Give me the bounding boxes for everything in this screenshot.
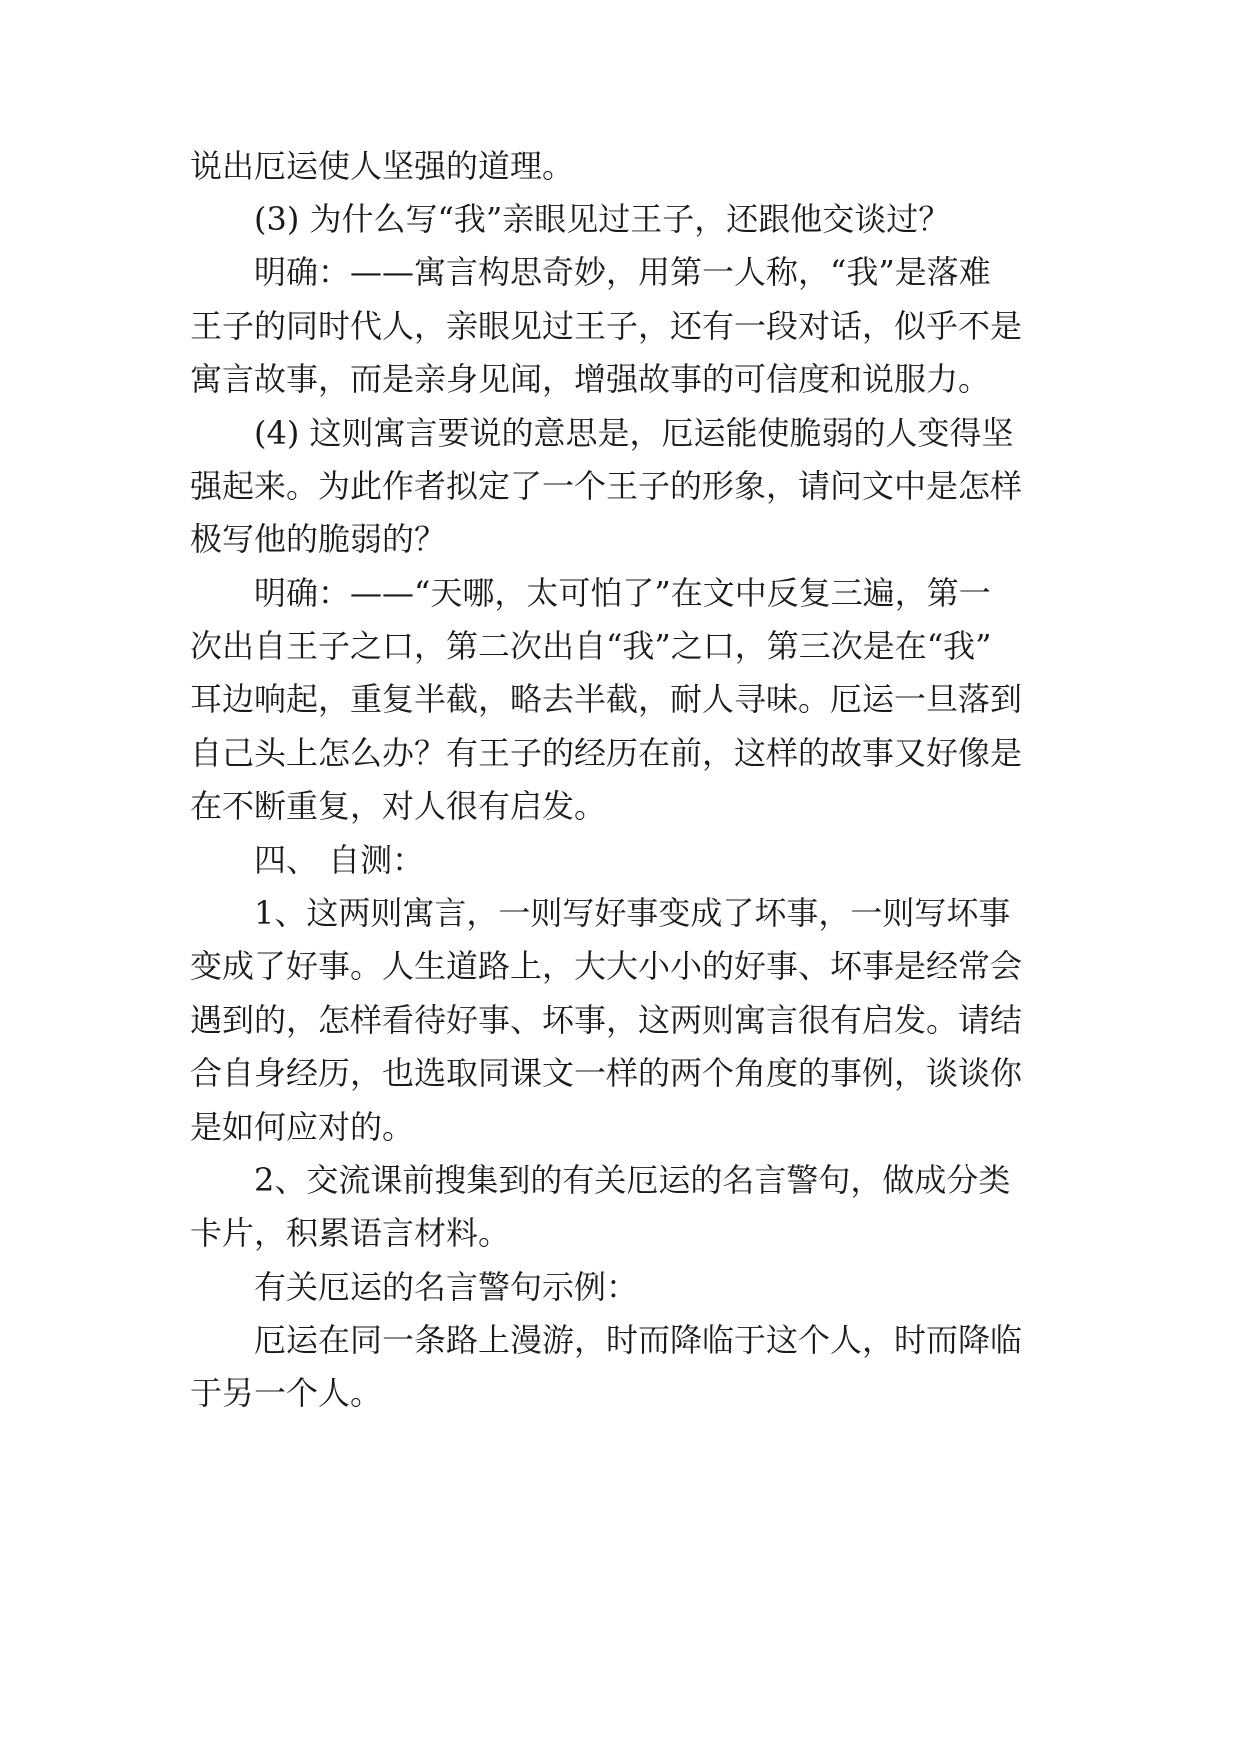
text-line: 王子的同时代人，亲眼见过王子，还有一段对话，似乎不是 bbox=[190, 307, 1023, 345]
text-line: (3) 为什么写“我”亲眼见过王子，还跟他交谈过？ bbox=[254, 200, 951, 238]
text-line: 有关厄运的名言警句示例： bbox=[254, 1268, 639, 1306]
text-line: 于另一个人。 bbox=[190, 1374, 383, 1412]
text-line: 次出自王子之口，第二次出自“我”之口，第三次是在“我” bbox=[190, 627, 992, 665]
text-line: 卡片，积累语言材料。 bbox=[190, 1214, 511, 1252]
text-line: 在不断重复，对人很有启发。 bbox=[190, 787, 607, 825]
text-line: 明确：——“天哪，太可怕了”在文中反复三遍，第一 bbox=[254, 574, 991, 612]
text-line: 2、交流课前搜集到的有关厄运的名言警句，做成分类 bbox=[254, 1161, 1011, 1199]
text-line: 遇到的，怎样看待好事、坏事，这两则寓言很有启发。请结 bbox=[190, 1001, 1023, 1039]
text-line: 1、这两则寓言，一则写好事变成了坏事，一则写坏事 bbox=[254, 894, 1011, 932]
text-line: 极写他的脆弱的？ bbox=[190, 520, 447, 558]
text-line: 说出厄运使人坚强的道理。 bbox=[190, 147, 575, 185]
section-heading: 四、 自测： bbox=[254, 841, 425, 879]
text-line: 明确：——寓言构思奇妙，用第一人称，“我”是落难 bbox=[254, 253, 991, 291]
text-line: 自己头上怎么办？有王子的经历在前，这样的故事又好像是 bbox=[190, 734, 1023, 772]
text-line: 厄运在同一条路上漫游，时而降临于这个人，时而降临 bbox=[254, 1321, 1023, 1359]
text-line: (4) 这则寓言要说的意思是，厄运能使脆弱的人变得坚 bbox=[254, 414, 1014, 452]
text-line: 寓言故事，而是亲身见闻，增强故事的可信度和说服力。 bbox=[190, 360, 991, 398]
text-line: 是如何应对的。 bbox=[190, 1108, 415, 1146]
text-line: 强起来。为此作者拟定了一个王子的形象，请问文中是怎样 bbox=[190, 467, 1023, 505]
text-line: 变成了好事。人生道路上，大大小小的好事、坏事是经常会 bbox=[190, 947, 1023, 985]
text-line: 合自身经历，也选取同课文一样的两个角度的事例，谈谈你 bbox=[190, 1054, 1023, 1092]
text-line: 耳边响起，重复半截，略去半截，耐人寻味。厄运一旦落到 bbox=[190, 680, 1023, 718]
